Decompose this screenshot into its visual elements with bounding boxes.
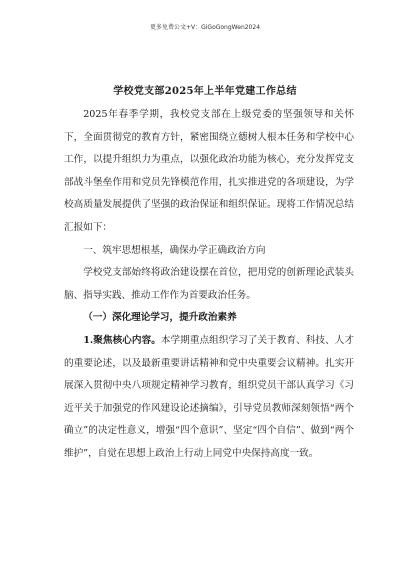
header-note: 更多免费公文+V：GiGoGongWen2024 [149,24,261,31]
intro-paragraph: 2025年春季学期，我校党支部在上级党委的坚强领导和关怀下，全面贯彻党的教育方针，紧密围绕立德树人根本任务和学校中心工作，以提升组织力为重点，以强化政治功能为核心，充分发挥党支部战斗堡垒作用和党员先锋模范作用，扎实推进党的各项建设，为学校高质量发展提供了坚强的政治保证和组织保证。现将工作情况总结汇报如下： [64,109,354,233]
subsection-heading: （一）深化理论学习，提升政治素养 [83,312,237,323]
section-paragraph: 学校党支部始终将政治建设摆在首位，把用党的创新理论武装头脑、指导实践、推动工作作为首要政治任务。 [64,267,354,301]
document-title: 学校党支部2025年上半年党建工作总结 [113,86,297,97]
item-paragraph [64,330,354,466]
item-lead: 1.聚焦核心内容。 [83,335,161,346]
section-heading: 一、筑牢思想根基，确保办学正确政治方向 [83,245,266,256]
item-text: 本学期重点组织学习了关于教育、科技、人才的重要论述，以及最新重要讲话精神和党中央重要会议精神。扎实开展深入贯彻中央八项规定精神学习教育，组织党员干部认真学习《习近平关于加强党的作风建设论述摘编》，引导党员教师深刻领悟“两个确立”的决定性意义，增强“四个意识”、坚定“四个自信”、做到“两个维护”，自觉在思想上政治上行动上同党中央保持高度一致。 [64,335,355,459]
